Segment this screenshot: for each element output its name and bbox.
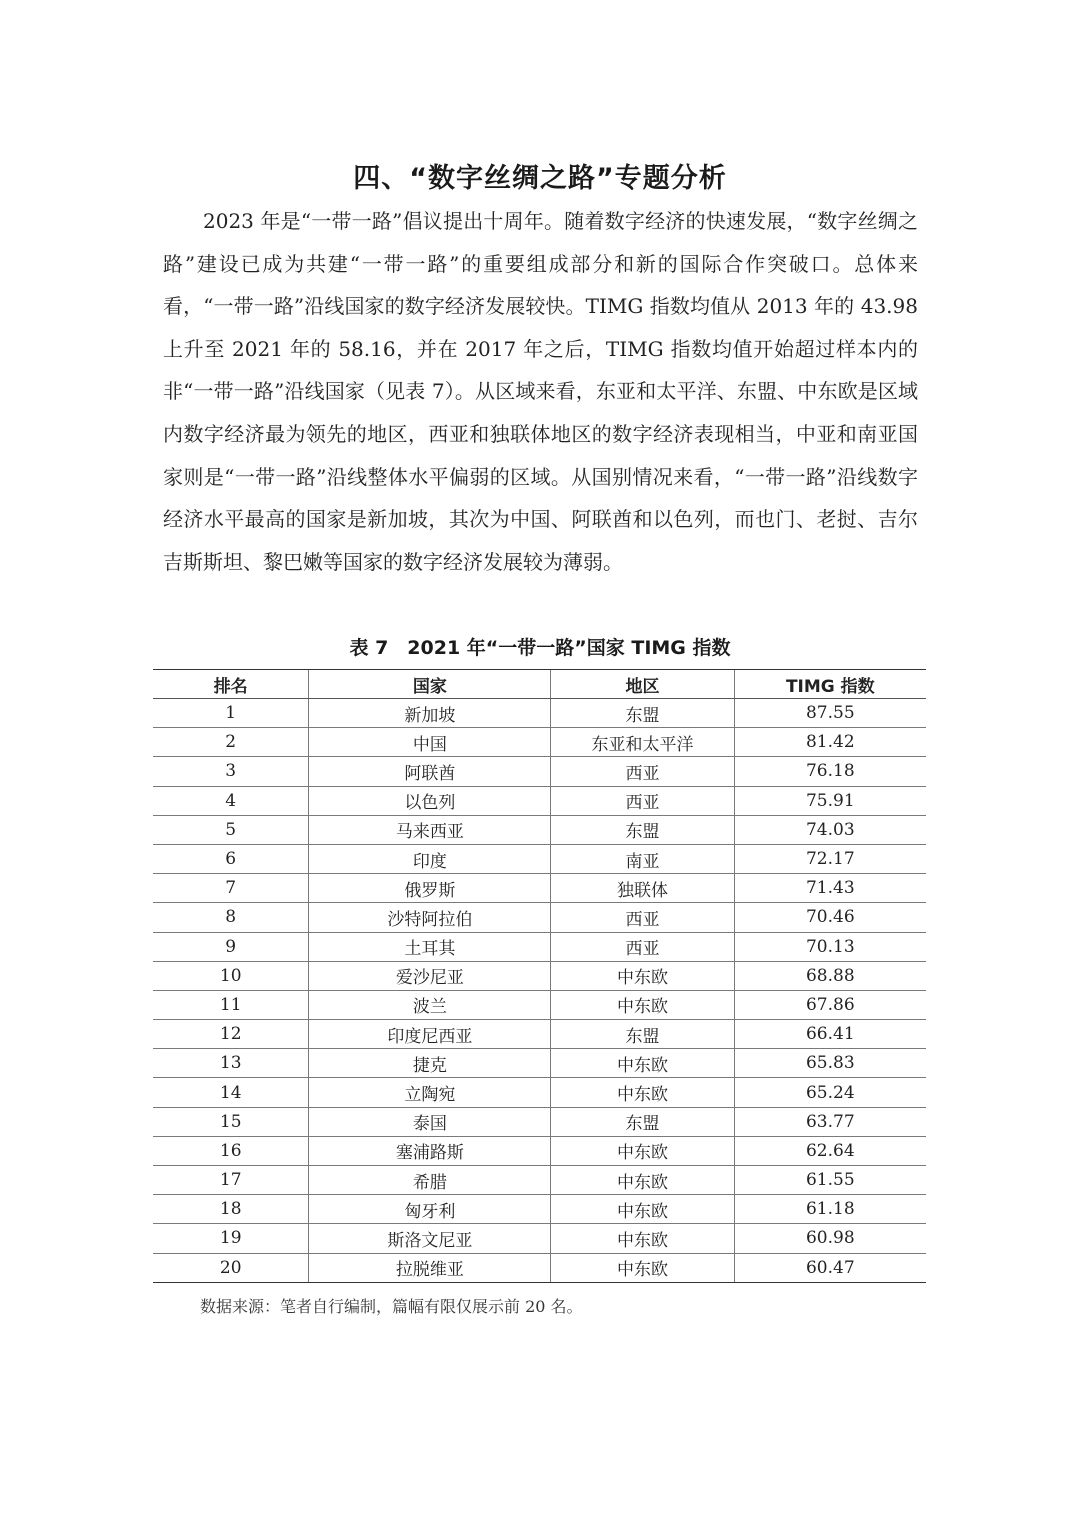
table-row — [153, 1166, 926, 1195]
source-note: 数据来源：笔者自行编制，篇幅有限仅展示前 20 名。 — [200, 1297, 583, 1316]
cell-rank: 19 — [153, 1224, 309, 1253]
section-title: 四、“数字丝绸之路”专题分析 — [353, 163, 727, 195]
cell-timg-index: 67.86 — [734, 990, 926, 1019]
cell-country: 阿联酋 — [309, 757, 551, 786]
cell-timg-index: 81.42 — [734, 728, 926, 757]
cell-region: 中东欧 — [551, 1195, 734, 1224]
table-row — [153, 1049, 926, 1078]
cell-timg-index: 70.46 — [734, 903, 926, 932]
cell-region: 西亚 — [551, 786, 734, 815]
cell-timg-index: 75.91 — [734, 786, 926, 815]
table-row — [153, 961, 926, 990]
table-row — [153, 1107, 926, 1136]
cell-rank: 11 — [153, 990, 309, 1019]
cell-timg-index: 68.88 — [734, 961, 926, 990]
cell-region: 西亚 — [551, 932, 734, 961]
cell-timg-index: 61.18 — [734, 1195, 926, 1224]
cell-region: 南亚 — [551, 844, 734, 873]
cell-region: 西亚 — [551, 757, 734, 786]
table-row — [153, 1078, 926, 1107]
cell-rank: 18 — [153, 1195, 309, 1224]
table-row — [153, 990, 926, 1019]
cell-country: 希腊 — [309, 1166, 551, 1195]
cell-rank: 12 — [153, 1020, 309, 1049]
cell-rank: 4 — [153, 786, 309, 815]
cell-region: 中东欧 — [551, 1253, 734, 1282]
table-row — [153, 903, 926, 932]
cell-country: 沙特阿拉伯 — [309, 903, 551, 932]
cell-rank: 5 — [153, 815, 309, 844]
cell-timg-index: 65.24 — [734, 1078, 926, 1107]
cell-country: 印度尼西亚 — [309, 1020, 551, 1049]
cell-region: 东亚和太平洋 — [551, 728, 734, 757]
cell-region: 中东欧 — [551, 1224, 734, 1253]
body-paragraph: 2023 年是“一带一路”倡议提出十周年。随着数字经济的快速发展，“数字丝绸之路”建设已成为共建“一带一路”的重要组成部分和新的国际合作突破口。总体来看，“一带一路”沿线国家的数字经济发展较快。TIMG 指数均值从 2013 年的 43.98 上升至 2021 年的 58.16，并在 2017 年之后，TIMG 指数均值开始超过样本内的非“一带一路”沿线国家（见表 7）。从区域来看，东亚和太平洋、东盟、中东欧是区域内数字经济最为领先的地区，西亚和独联体地区的数字经济表现相当，中亚和南亚国家则是“一带一路”沿线整体水平偏弱的区域。从国别情况来看，“一带一路”沿线数字经济水平最高的国家是新加坡，其次为中国、阿联酋和以色列，而也门、老挝、吉尔吉斯斯坦、黎巴嫩等国家的数字经济发展较为薄弱。 — [163, 209, 918, 574]
table-row — [153, 874, 926, 903]
cell-region: 中东欧 — [551, 990, 734, 1019]
cell-timg-index: 74.03 — [734, 815, 926, 844]
cell-rank: 10 — [153, 961, 309, 990]
cell-timg-index: 60.98 — [734, 1224, 926, 1253]
cell-country: 马来西亚 — [309, 815, 551, 844]
cell-timg-index: 63.77 — [734, 1107, 926, 1136]
cell-country: 斯洛文尼亚 — [309, 1224, 551, 1253]
table-caption: 表 7 2021 年“一带一路”国家 TIMG 指数 — [349, 637, 731, 659]
cell-country: 中国 — [309, 728, 551, 757]
cell-timg-index: 71.43 — [734, 874, 926, 903]
table-row — [153, 699, 926, 728]
cell-rank: 6 — [153, 844, 309, 873]
header-country: 国家 — [309, 670, 551, 699]
cell-region: 中东欧 — [551, 1049, 734, 1078]
cell-timg-index: 62.64 — [734, 1136, 926, 1165]
header-rank: 排名 — [153, 670, 309, 699]
cell-rank: 14 — [153, 1078, 309, 1107]
cell-timg-index: 60.47 — [734, 1253, 926, 1282]
cell-timg-index: 76.18 — [734, 757, 926, 786]
table-header-row — [153, 670, 926, 699]
cell-rank: 15 — [153, 1107, 309, 1136]
table-row — [153, 932, 926, 961]
cell-country: 波兰 — [309, 990, 551, 1019]
cell-region: 中东欧 — [551, 1078, 734, 1107]
table-row — [153, 815, 926, 844]
cell-country: 泰国 — [309, 1107, 551, 1136]
table-row — [153, 757, 926, 786]
cell-country: 拉脱维亚 — [309, 1253, 551, 1282]
cell-rank: 13 — [153, 1049, 309, 1078]
cell-country: 印度 — [309, 844, 551, 873]
table-row — [153, 1136, 926, 1165]
cell-region: 东盟 — [551, 815, 734, 844]
cell-region: 独联体 — [551, 874, 734, 903]
cell-country: 俄罗斯 — [309, 874, 551, 903]
cell-timg-index: 66.41 — [734, 1020, 926, 1049]
cell-rank: 20 — [153, 1253, 309, 1282]
table-row — [153, 844, 926, 873]
cell-timg-index: 87.55 — [734, 699, 926, 728]
cell-rank: 3 — [153, 757, 309, 786]
cell-rank: 7 — [153, 874, 309, 903]
timg-index-table — [153, 669, 926, 1283]
cell-rank: 8 — [153, 903, 309, 932]
cell-region: 东盟 — [551, 1020, 734, 1049]
cell-country: 塞浦路斯 — [309, 1136, 551, 1165]
table-row — [153, 1253, 926, 1282]
cell-timg-index: 70.13 — [734, 932, 926, 961]
cell-region: 东盟 — [551, 1107, 734, 1136]
cell-region: 中东欧 — [551, 1166, 734, 1195]
cell-country: 匈牙利 — [309, 1195, 551, 1224]
table-row — [153, 786, 926, 815]
cell-timg-index: 61.55 — [734, 1166, 926, 1195]
cell-rank: 17 — [153, 1166, 309, 1195]
header-region: 地区 — [551, 670, 734, 699]
cell-country: 新加坡 — [309, 699, 551, 728]
cell-country: 捷克 — [309, 1049, 551, 1078]
cell-rank: 9 — [153, 932, 309, 961]
cell-timg-index: 65.83 — [734, 1049, 926, 1078]
table-row — [153, 1020, 926, 1049]
table-row — [153, 1224, 926, 1253]
cell-rank: 1 — [153, 699, 309, 728]
cell-region: 西亚 — [551, 903, 734, 932]
table-header — [153, 670, 926, 699]
table-row — [153, 1195, 926, 1224]
table-row — [153, 728, 926, 757]
cell-country: 以色列 — [309, 786, 551, 815]
cell-region: 东盟 — [551, 699, 734, 728]
cell-region: 中东欧 — [551, 1136, 734, 1165]
cell-rank: 2 — [153, 728, 309, 757]
table-body — [153, 699, 926, 1283]
cell-country: 土耳其 — [309, 932, 551, 961]
cell-rank: 16 — [153, 1136, 309, 1165]
cell-country: 立陶宛 — [309, 1078, 551, 1107]
cell-country: 爱沙尼亚 — [309, 961, 551, 990]
cell-timg-index: 72.17 — [734, 844, 926, 873]
header-timg-index: TIMG 指数 — [734, 670, 926, 699]
cell-region: 中东欧 — [551, 961, 734, 990]
